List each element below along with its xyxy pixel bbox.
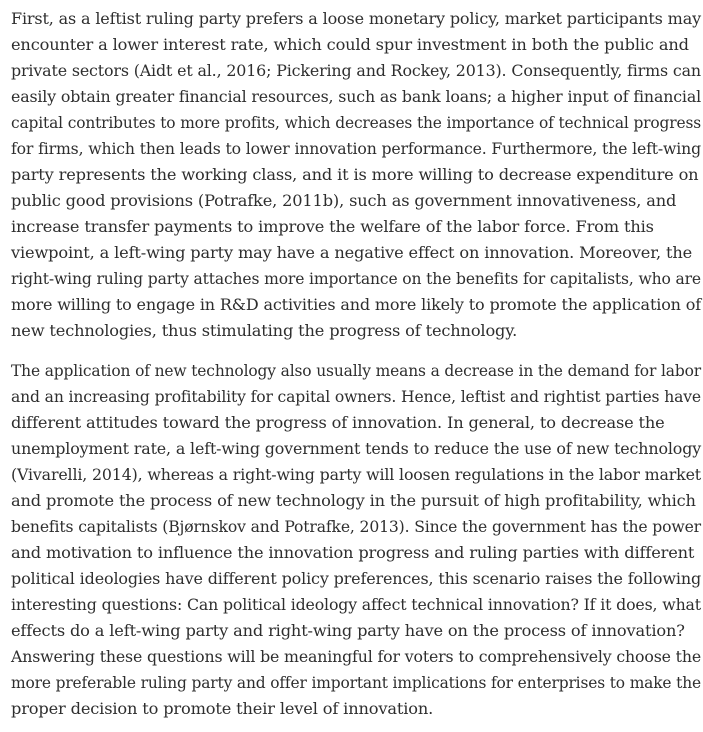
text-line: increase transfer payments to improve the welfare of the labor force. From this	[11, 217, 654, 236]
text-line: private sectors (Aidt et al., 2016; Pickering and Rockey, 2013). Consequently, firms can	[11, 61, 701, 80]
text-line: and motivation to influence the innovation progress and ruling parties with different	[11, 543, 695, 562]
text-line: (Vivarelli, 2014), whereas a right-wing party will loosen regulations in the labor market	[11, 465, 701, 484]
text-line: party represents the working class, and it is more willing to decrease expenditure on	[11, 165, 699, 184]
text-line: for firms, which then leads to lower innovation performance. Furthermore, the left-wing	[11, 139, 702, 158]
text-line: more willing to engage in R&D activities and more likely to promote the application of	[11, 295, 702, 314]
text-line: interesting questions: Can political ideology affect technical innovation? If it does, what	[11, 595, 701, 614]
text-line: easily obtain greater financial resources, such as bank loans; a higher input of financial	[11, 87, 701, 106]
document-body	[11, 6, 701, 722]
text-line: and an increasing profitability for capital owners. Hence, leftist and rightist parties have	[11, 387, 701, 406]
text-line: viewpoint, a left-wing party may have a negative effect on innovation. Moreover, the	[11, 243, 693, 262]
paragraph-monetary-policy	[11, 6, 701, 344]
text-line: unemployment rate, a left-wing government tends to reduce the use of new technology	[11, 439, 702, 458]
text-line: different attitudes toward the progress of innovation. In general, to decrease the	[11, 413, 665, 432]
text-line: benefits capitalists (Bjørnskov and Potrafke, 2013). Since the government has the power	[11, 517, 701, 536]
text-line: political ideologies have different policy preferences, this scenario raises the following	[11, 569, 702, 588]
text-line: First, as a leftist ruling party prefers a loose monetary policy, market participants may	[11, 9, 701, 28]
text-line: The application of new technology also usually means a decrease in the demand for labor	[11, 361, 701, 380]
text-line: Answering these questions will be meaningful for voters to comprehensively choose the	[11, 647, 702, 666]
text-line: encounter a lower interest rate, which could spur investment in both the public and	[11, 35, 689, 54]
text-line: capital contributes to more profits, which decreases the importance of technical progress	[11, 113, 702, 132]
text-line: effects do a left-wing party and right-wing party have on the process of innovation?	[11, 621, 685, 640]
text-line: new technologies, thus stimulating the progress of technology.	[11, 321, 518, 340]
text-line: more preferable ruling party and offer important implications for enterprises to make the	[11, 673, 702, 692]
text-line: public good provisions (Potrafke, 2011b), such as government innovativeness, and	[11, 191, 677, 210]
paragraph-new-technology	[11, 358, 701, 722]
text-line: and promote the process of new technology in the pursuit of high profitability, which	[11, 491, 696, 510]
text-line: proper decision to promote their level of innovation.	[11, 699, 434, 718]
text-line: right-wing ruling party attaches more importance on the benefits for capitalists, who are	[11, 269, 701, 288]
